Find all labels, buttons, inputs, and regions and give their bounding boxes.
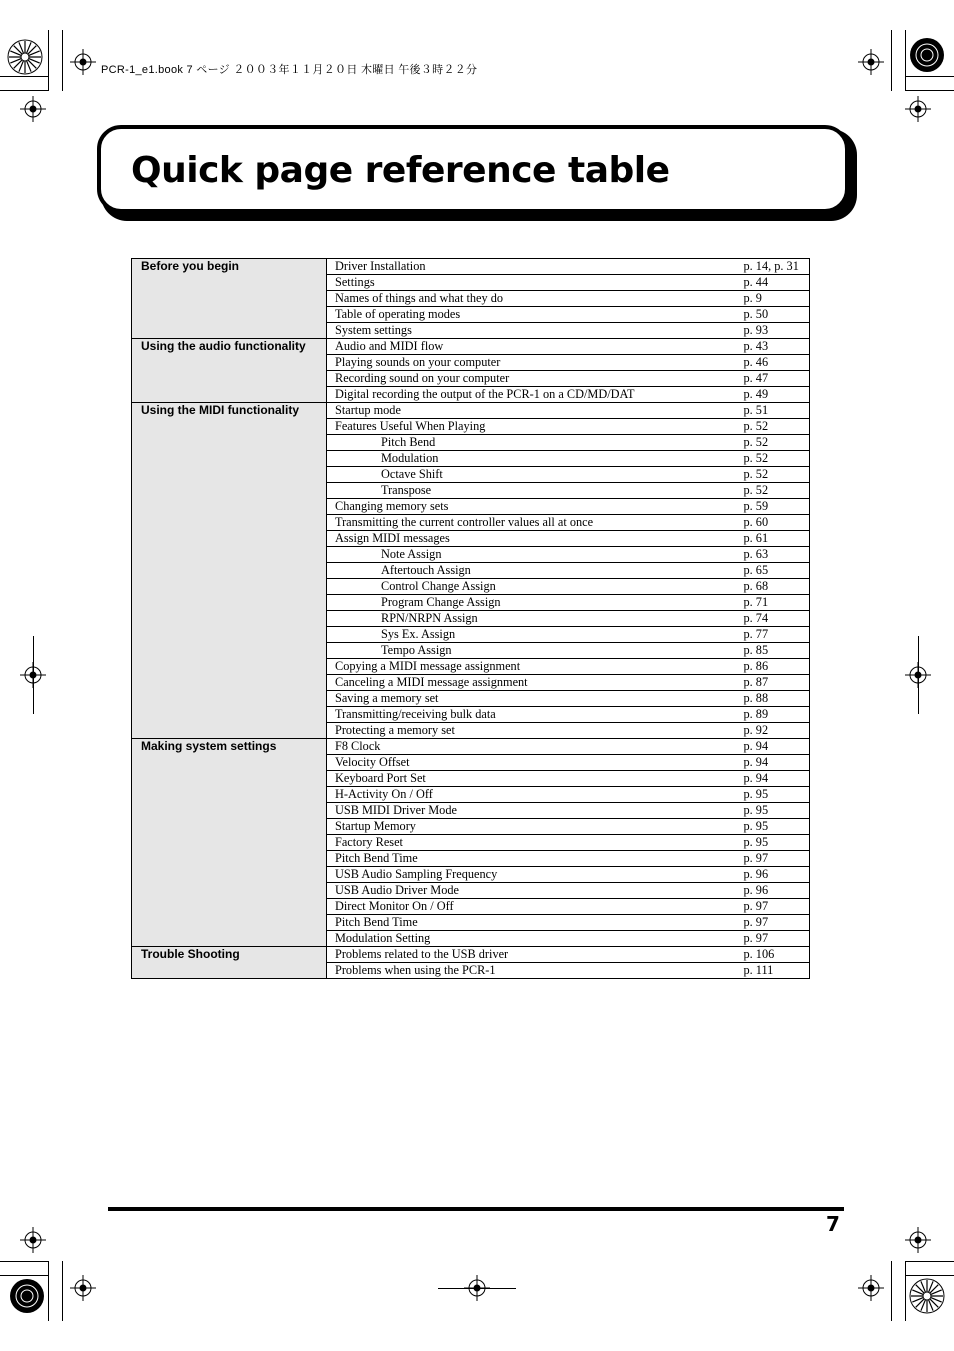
registration-target-icon bbox=[908, 36, 946, 74]
page-reference: p. 47 bbox=[740, 371, 810, 387]
page-reference: p. 97 bbox=[740, 931, 810, 947]
table-row bbox=[132, 339, 810, 355]
topic-label: Pitch Bend Time bbox=[327, 915, 740, 931]
page-reference: p. 96 bbox=[740, 867, 810, 883]
subtopic-label: Aftertouch Assign bbox=[327, 563, 740, 579]
topic-label: Problems when using the PCR-1 bbox=[327, 963, 740, 979]
section-heading: Before you begin bbox=[132, 259, 327, 339]
topic-label: Startup mode bbox=[327, 403, 740, 419]
topic-label: USB MIDI Driver Mode bbox=[327, 803, 740, 819]
topic-label: Modulation Setting bbox=[327, 931, 740, 947]
page-reference: p. 44 bbox=[740, 275, 810, 291]
table-row bbox=[132, 259, 810, 275]
page-reference: p. 95 bbox=[740, 835, 810, 851]
topic-label: Settings bbox=[327, 275, 740, 291]
subtopic-label: Pitch Bend bbox=[327, 435, 740, 451]
table-row bbox=[132, 403, 810, 419]
crosshair-icon bbox=[905, 1227, 931, 1253]
table-row bbox=[132, 739, 810, 755]
page-reference: p. 50 bbox=[740, 307, 810, 323]
subtopic-label: Control Change Assign bbox=[327, 579, 740, 595]
page-reference: p. 60 bbox=[740, 515, 810, 531]
topic-label: Problems related to the USB driver bbox=[327, 947, 740, 963]
crosshair-icon bbox=[20, 1227, 46, 1253]
topic-label: Factory Reset bbox=[327, 835, 740, 851]
page-reference: p. 111 bbox=[740, 963, 810, 979]
page-reference: p. 14, p. 31 bbox=[740, 259, 810, 275]
page-reference: p. 59 bbox=[740, 499, 810, 515]
crosshair-icon bbox=[20, 96, 46, 122]
topic-label: Transmitting the current controller values all at once bbox=[327, 515, 740, 531]
subtopic-label: Modulation bbox=[327, 451, 740, 467]
page-reference: p. 68 bbox=[740, 579, 810, 595]
book-file-header: PCR-1_e1.book 7 ページ ２００３年１１月２０日 木曜日 午後３時２２分 bbox=[101, 64, 478, 76]
page-reference: p. 52 bbox=[740, 451, 810, 467]
page-reference: p. 92 bbox=[740, 723, 810, 739]
footer-rule bbox=[108, 1207, 844, 1211]
topic-label: Startup Memory bbox=[327, 819, 740, 835]
page-reference: p. 94 bbox=[740, 755, 810, 771]
page-reference: p. 52 bbox=[740, 419, 810, 435]
subtopic-label: Transpose bbox=[327, 483, 740, 499]
page-reference: p. 93 bbox=[740, 323, 810, 339]
topic-label: F8 Clock bbox=[327, 739, 740, 755]
page-reference: p. 89 bbox=[740, 707, 810, 723]
page-reference: p. 63 bbox=[740, 547, 810, 563]
crosshair-icon bbox=[70, 49, 96, 75]
page-reference: p. 88 bbox=[740, 691, 810, 707]
topic-label: Names of things and what they do bbox=[327, 291, 740, 307]
page-reference: p. 94 bbox=[740, 771, 810, 787]
topic-label: Driver Installation bbox=[327, 259, 740, 275]
page-reference: p. 51 bbox=[740, 403, 810, 419]
crosshair-icon bbox=[70, 1275, 96, 1301]
page-reference: p. 65 bbox=[740, 563, 810, 579]
topic-label: Table of operating modes bbox=[327, 307, 740, 323]
topic-label: Velocity Offset bbox=[327, 755, 740, 771]
page-number: 7 bbox=[826, 1212, 840, 1236]
topic-label: Keyboard Port Set bbox=[327, 771, 740, 787]
page-reference: p. 97 bbox=[740, 899, 810, 915]
page-reference: p. 97 bbox=[740, 851, 810, 867]
subtopic-label: Tempo Assign bbox=[327, 643, 740, 659]
crosshair-icon bbox=[858, 1275, 884, 1301]
crosshair-icon bbox=[905, 96, 931, 122]
topic-label: Playing sounds on your computer bbox=[327, 355, 740, 371]
page-reference: p. 74 bbox=[740, 611, 810, 627]
topic-label: H-Activity On / Off bbox=[327, 787, 740, 803]
section-heading: Making system settings bbox=[132, 739, 327, 947]
page-reference: p. 94 bbox=[740, 739, 810, 755]
subtopic-label: Sys Ex. Assign bbox=[327, 627, 740, 643]
page-reference: p. 97 bbox=[740, 915, 810, 931]
section-heading: Using the MIDI functionality bbox=[132, 403, 327, 739]
reference-table bbox=[131, 258, 810, 979]
page-reference: p. 71 bbox=[740, 595, 810, 611]
page-reference: p. 95 bbox=[740, 819, 810, 835]
page-reference: p. 77 bbox=[740, 627, 810, 643]
page-reference: p. 106 bbox=[740, 947, 810, 963]
topic-label: Direct Monitor On / Off bbox=[327, 899, 740, 915]
page-reference: p. 86 bbox=[740, 659, 810, 675]
registration-target-icon bbox=[8, 1277, 46, 1315]
page-reference: p. 52 bbox=[740, 435, 810, 451]
subtopic-label: Note Assign bbox=[327, 547, 740, 563]
subtopic-label: RPN/NRPN Assign bbox=[327, 611, 740, 627]
page-title: Quick page reference table bbox=[131, 150, 670, 191]
topic-label: USB Audio Sampling Frequency bbox=[327, 867, 740, 883]
section-heading: Trouble Shooting bbox=[132, 947, 327, 979]
topic-label: Saving a memory set bbox=[327, 691, 740, 707]
topic-label: Audio and MIDI flow bbox=[327, 339, 740, 355]
topic-label: Digital recording the output of the PCR-1 on a CD/MD/DAT bbox=[327, 387, 740, 403]
section-heading: Using the audio functionality bbox=[132, 339, 327, 403]
registration-target-icon bbox=[908, 1277, 946, 1315]
page-reference: p. 95 bbox=[740, 803, 810, 819]
crosshair-icon bbox=[858, 49, 884, 75]
topic-label: Features Useful When Playing bbox=[327, 419, 740, 435]
page-reference: p. 85 bbox=[740, 643, 810, 659]
subtopic-label: Octave Shift bbox=[327, 467, 740, 483]
page-reference: p. 87 bbox=[740, 675, 810, 691]
page-reference: p. 9 bbox=[740, 291, 810, 307]
registration-target-icon bbox=[6, 38, 44, 76]
topic-label: System settings bbox=[327, 323, 740, 339]
topic-label: Recording sound on your computer bbox=[327, 371, 740, 387]
topic-label: Copying a MIDI message assignment bbox=[327, 659, 740, 675]
topic-label: Protecting a memory set bbox=[327, 723, 740, 739]
topic-label: Changing memory sets bbox=[327, 499, 740, 515]
page-reference: p. 95 bbox=[740, 787, 810, 803]
page-reference: p. 46 bbox=[740, 355, 810, 371]
topic-label: Transmitting/receiving bulk data bbox=[327, 707, 740, 723]
table-row bbox=[132, 947, 810, 963]
page-reference: p. 52 bbox=[740, 483, 810, 499]
page-reference: p. 49 bbox=[740, 387, 810, 403]
page-reference: p. 61 bbox=[740, 531, 810, 547]
topic-label: USB Audio Driver Mode bbox=[327, 883, 740, 899]
page-reference: p. 43 bbox=[740, 339, 810, 355]
topic-label: Canceling a MIDI message assignment bbox=[327, 675, 740, 691]
subtopic-label: Program Change Assign bbox=[327, 595, 740, 611]
page-reference: p. 96 bbox=[740, 883, 810, 899]
topic-label: Assign MIDI messages bbox=[327, 531, 740, 547]
page-reference: p. 52 bbox=[740, 467, 810, 483]
topic-label: Pitch Bend Time bbox=[327, 851, 740, 867]
